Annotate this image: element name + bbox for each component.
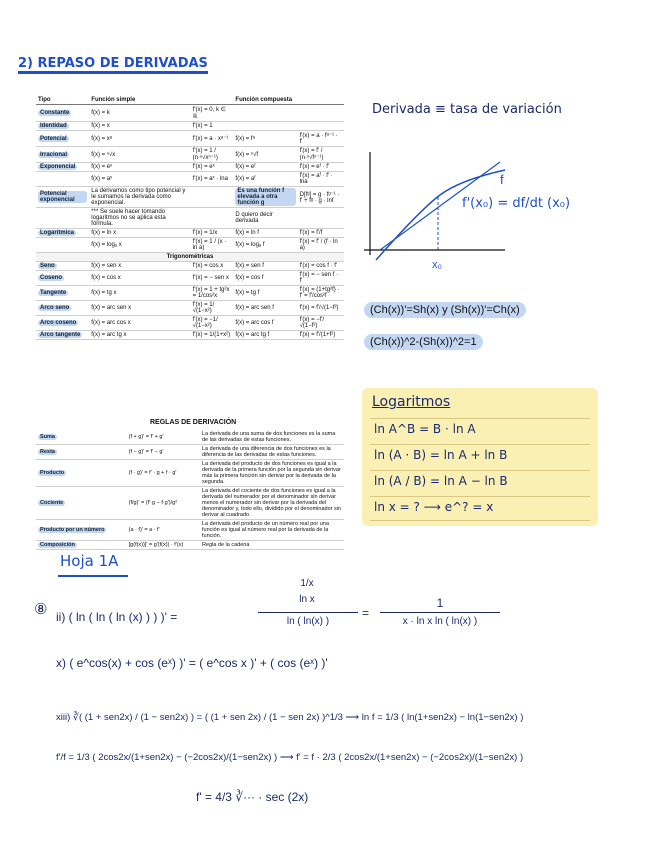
cell-c2 xyxy=(298,147,344,163)
section-title xyxy=(18,56,208,74)
cell-text: f'(x) = f'/f xyxy=(299,230,323,236)
rule-formula xyxy=(127,487,200,520)
cell-c1 xyxy=(233,286,297,301)
cell-s2 xyxy=(191,262,234,271)
cell-text: f'(x) = 1/√(1−x²) xyxy=(192,302,215,314)
cell-text: f(x) = eᶠ xyxy=(235,164,256,170)
table-row xyxy=(36,172,344,187)
cell-text: f(x) = ln f xyxy=(235,230,259,236)
rule-formula xyxy=(127,445,200,460)
cell-text: D[fᵍ] = g · fᵍ⁻¹ · f' + fᵍ · g · lnf xyxy=(299,191,340,204)
col-tipo: Tipo xyxy=(36,96,89,105)
cell-text: f(x) = aᶠ xyxy=(235,176,256,182)
ex-ii-rhs-num: 1 xyxy=(436,596,444,610)
rule-name-text: Producto por un número xyxy=(40,527,105,533)
cell-c2 xyxy=(298,208,344,229)
cell-c1 xyxy=(233,238,297,253)
table-row xyxy=(36,208,344,229)
rule-desc-text: La derivada del cociente de dos funciones es igual a la derivada del numerador por el denominador sin derivar menos el numerador sin derivar por la derivada del denominador y, todo ello, dividido por el denominador sin derivar al cuadrado. xyxy=(202,488,342,518)
rule-row xyxy=(36,430,344,445)
cell-c2 xyxy=(298,229,344,238)
col-compuesta: Función compuesta xyxy=(233,96,344,105)
cell-tipo xyxy=(36,131,89,147)
cell-c1 xyxy=(233,163,297,172)
logarithms-note xyxy=(362,388,598,526)
cell-text: Seno xyxy=(40,263,55,269)
cell-s2 xyxy=(191,163,234,172)
ex-ii-frac-den: ln ( ln(x) ) xyxy=(286,616,330,627)
rule-formula xyxy=(127,520,200,541)
table-row xyxy=(36,271,344,286)
cell-c1 xyxy=(233,172,297,187)
rule-desc-text: Regla de la cadena xyxy=(202,542,250,548)
table-row xyxy=(36,163,344,172)
table-row xyxy=(36,147,344,163)
rule-name xyxy=(36,541,127,550)
cell-c2 xyxy=(298,262,344,271)
hyperbolic-identity: (Ch(x))^2-(Sh(x))^2=1 xyxy=(364,334,483,350)
hyperbolic-derivatives: (Ch(x))'=Sh(x) y (Sh(x))'=Ch(x) xyxy=(364,302,526,318)
ex-ii-frac-num: 1/x xyxy=(300,578,314,589)
cell-tipo xyxy=(36,163,89,172)
log-rule: ln (A · B) = ln A + ln B xyxy=(374,448,508,462)
cell-c2 xyxy=(298,316,344,331)
cell-text: f(x) = ln x xyxy=(91,230,117,236)
cell-s2 xyxy=(191,122,234,131)
cell-text: f'(x) = 1/x xyxy=(192,230,218,236)
cell-text: Arco seno xyxy=(40,305,70,311)
cell-s1 xyxy=(89,105,190,122)
cell-text: f'(x) = −1/√(1−x²) xyxy=(192,317,218,329)
cell-s2 xyxy=(191,271,234,286)
rule-row xyxy=(36,487,344,520)
cell-text: f'(x) = 1 / (x · ln a) xyxy=(192,239,227,251)
rule-name-text: Cociente xyxy=(40,500,64,506)
cell-text: f(x) = eˣ xyxy=(91,164,113,170)
derivative-formula: f'(x₀) = df/dt (x₀) xyxy=(462,196,571,211)
exercise-ii: ii) ( ln ( ln ( ln (x) ) ) )' = xyxy=(56,610,178,624)
item-number: ⑧ xyxy=(34,601,48,618)
cell-text: Identidad xyxy=(40,123,67,129)
cell-c1 xyxy=(233,147,297,163)
cell-text: f(x) = sen x xyxy=(91,263,122,269)
cell-s1 xyxy=(89,316,190,331)
cell-tipo xyxy=(36,262,89,271)
cell-text: f(x) = fᵃ xyxy=(235,135,255,142)
table-row xyxy=(36,262,344,271)
ex-ii-rhs-bar xyxy=(380,612,500,613)
table-row xyxy=(36,238,344,253)
cell-text: f'(x) = 1 xyxy=(192,123,213,129)
cell-c2 xyxy=(298,131,344,147)
cell-text: Irracional xyxy=(40,151,68,158)
cell-tipo xyxy=(36,105,89,122)
cell-c2 xyxy=(298,105,344,122)
cell-text: Potencial xyxy=(40,135,67,142)
cell-text: f(x) = arc sen f xyxy=(235,305,274,311)
cell-c1 xyxy=(233,122,297,131)
cell-text: f(x) = k xyxy=(91,110,110,116)
table-row xyxy=(36,187,344,208)
cell-tipo xyxy=(36,122,89,131)
cell-text: Tangente xyxy=(40,290,67,296)
exercise-x: x) ( e^cos(x) + cos (eˣ) )' = ( e^cos x )' + ( cos (eˣ) )' xyxy=(56,656,328,670)
cell-text: f(x) = cos f xyxy=(235,275,264,281)
rule-name-text: Resta xyxy=(40,449,55,455)
cell-s2 xyxy=(191,301,234,316)
cell-text: f(x) = logₐ f xyxy=(235,242,265,248)
rule-formula-text: (a · f)' = a · f' xyxy=(128,527,160,533)
cell-s1 xyxy=(89,331,190,340)
table-row xyxy=(36,131,344,147)
cell-c1 xyxy=(233,208,297,229)
cell-c2 xyxy=(298,187,344,208)
cell-c2 xyxy=(298,172,344,187)
cell-tipo xyxy=(36,172,89,187)
cell-s2 xyxy=(191,187,234,208)
rule-row xyxy=(36,445,344,460)
cell-text: f'(x) = 1 + tg²x = 1/cos²x xyxy=(192,287,230,299)
cell-text: f'(x) = 1/(1+x²) xyxy=(192,332,231,338)
rule-desc-text: La derivada del producto de dos funciones es igual a la derivada de la primera función por la segunda sin derivar más la primera función sin derivar por la derivada de la segunda. xyxy=(202,461,341,485)
cell-c1 xyxy=(233,131,297,147)
cell-tipo xyxy=(36,238,89,253)
x0-label: x₀ xyxy=(432,259,443,270)
rule-desc xyxy=(200,541,344,550)
rule-formula-text: (f + g)' = f' + g' xyxy=(128,434,164,440)
rule-name xyxy=(36,487,127,520)
cell-text: f'(x) = eᶠ · f' xyxy=(299,164,330,170)
cell-s2 xyxy=(191,238,234,253)
cell-text: f(x) = ⁿ√x xyxy=(91,151,116,158)
cell-tipo xyxy=(36,331,89,340)
table-row xyxy=(36,105,344,122)
cell-s1 xyxy=(89,286,190,301)
cell-s2 xyxy=(191,147,234,163)
cell-text: f(x) = arc tg x xyxy=(91,332,127,338)
cell-s1 xyxy=(89,238,190,253)
cell-s2 xyxy=(191,229,234,238)
logarithms-title: Logaritmos xyxy=(372,394,451,410)
cell-text: f(x) = ⁿ√f xyxy=(235,151,259,158)
log-rule: ln A^B = B · ln A xyxy=(374,422,476,436)
cell-c2 xyxy=(298,301,344,316)
cell-text: f(x) = arc cos x xyxy=(91,320,131,326)
sheet-title-underline xyxy=(58,575,128,577)
cell-s1 xyxy=(89,187,190,208)
section-title-text: 2) REPASO DE DERIVADAS xyxy=(18,56,208,74)
rules-table xyxy=(36,430,344,550)
cell-text: f'(x) = f'/√(1−f²) xyxy=(299,305,339,311)
cell-text: f'(x) = a · xᵃ⁻¹ xyxy=(192,136,229,142)
rule-formula xyxy=(127,430,200,445)
cell-c2 xyxy=(298,163,344,172)
derivative-definition: Derivada ≡ tasa de variación xyxy=(372,102,562,117)
cell-s2 xyxy=(191,172,234,187)
rule-name xyxy=(36,520,127,541)
rule-formula-text: (f · g)' = f' · g + f · g' xyxy=(128,470,177,476)
cell-c2 xyxy=(298,286,344,301)
cell-s2 xyxy=(191,208,234,229)
table-header-row xyxy=(36,96,344,105)
cell-s1 xyxy=(89,271,190,286)
cell-text: f'(x) = −f'/√(1−f²) xyxy=(299,317,325,329)
rule-desc xyxy=(200,430,344,445)
cell-tipo xyxy=(36,286,89,301)
cell-text: f'(x) = 0, k ∈ ℝ xyxy=(192,107,226,120)
curve-f xyxy=(376,170,505,260)
cell-tipo xyxy=(36,301,89,316)
cell-s1 xyxy=(89,131,190,147)
ex-ii-rhs-den: x · ln x ln ( ln(x) ) xyxy=(402,616,478,627)
cell-s2 xyxy=(191,286,234,301)
trig-label: Trigonométricas xyxy=(36,253,344,262)
table-row xyxy=(36,301,344,316)
cell-s1 xyxy=(89,301,190,316)
cell-text: f'(x) = cos f · f' xyxy=(299,263,338,269)
cell-text: Arco coseno xyxy=(40,320,77,326)
cell-text: f(x) = arc cos f xyxy=(235,320,274,326)
cell-text: f(x) = xᵃ xyxy=(91,135,113,142)
cell-text: La derivamos como tipo potencial y le sumamos la derivada como exponencial. xyxy=(91,188,186,206)
cell-tipo xyxy=(36,187,89,208)
cell-text: f'(x) = − sen x xyxy=(192,275,229,281)
cell-text: f'(x) = f' / (f · ln a) xyxy=(299,239,338,251)
cell-s2 xyxy=(191,105,234,122)
cell-s2 xyxy=(191,316,234,331)
cell-text: Es una función f elevada a otra función g xyxy=(235,188,295,206)
cell-c2 xyxy=(298,271,344,286)
cell-text: Arco tangente xyxy=(40,332,81,338)
cell-c2 xyxy=(298,238,344,253)
cell-c1 xyxy=(233,105,297,122)
cell-c1 xyxy=(233,271,297,286)
cell-text: f'(x) = f' / (n·ⁿ√fⁿ⁻¹) xyxy=(299,148,324,161)
rule-formula-text: [g(f(x))]' = g'(f(x)) · f'(x) xyxy=(128,542,184,548)
table-row xyxy=(36,229,344,238)
sheet-title: Hoja 1A xyxy=(60,552,119,570)
log-rule: ln (A / B) = ln A − ln B xyxy=(374,474,508,488)
col-simple: Función simple xyxy=(89,96,233,105)
curve-label: f xyxy=(500,172,504,187)
ex-ii-fraction-bar xyxy=(258,612,358,613)
exercise-xiii-result: f' = 4/3 ∛··· · sec (2x) xyxy=(196,790,309,804)
cell-s1 xyxy=(89,122,190,131)
rule-formula-text: (f/g)' = (f'·g − f·g')/g² xyxy=(128,500,178,506)
rule-desc-text: La derivada de una suma de dos funciones es la suma de las derivadas de estas funciones. xyxy=(202,431,336,443)
rule-desc xyxy=(200,520,344,541)
cell-tipo xyxy=(36,147,89,163)
cell-text: Coseno xyxy=(40,275,63,281)
rule-desc xyxy=(200,487,344,520)
cell-tipo xyxy=(36,316,89,331)
exercise-xiii: xiii) ∛( (1 + sen2x) / (1 − sen2x) ) = ( (1 + sen 2x) / (1 − sen 2x) )^1/3 ⟶ ln f = 1/3 ( ln(1+sen2x) − ln(1−sen2x) ) xyxy=(56,712,524,723)
rule-row xyxy=(36,460,344,487)
cell-text: Logarítmica xyxy=(40,230,75,236)
rule-formula xyxy=(127,460,200,487)
rule-desc-text: La derivada del producto de un número real por una función es igual al número real por la derivada de la función. xyxy=(202,521,329,539)
cell-text: f(x) = tg x xyxy=(91,290,117,296)
derivatives-table xyxy=(36,96,344,340)
rule-name xyxy=(36,430,127,445)
cell-text: f'(x) = f'/(1+f²) xyxy=(299,332,336,338)
table-row xyxy=(36,331,344,340)
cell-s1 xyxy=(89,229,190,238)
cell-text: f'(x) = cos x xyxy=(192,263,224,269)
cell-text: f(x) = sen f xyxy=(235,263,264,269)
cell-text: f(x) = arc tg f xyxy=(235,332,270,338)
cell-text: f'(x) = 1 / (n·ⁿ√xⁿ⁻¹) xyxy=(192,148,218,161)
cell-c1 xyxy=(233,316,297,331)
cell-text: f(x) = x xyxy=(91,123,110,129)
cell-tipo xyxy=(36,208,89,229)
cell-tipo xyxy=(36,229,89,238)
rule-desc xyxy=(200,460,344,487)
table-row xyxy=(36,286,344,301)
cell-tipo xyxy=(36,271,89,286)
ex-ii-frac-top: ln x xyxy=(299,594,315,605)
cell-text: Constante xyxy=(40,110,70,116)
log-rule: ln x = ? ⟶ e^? = x xyxy=(374,500,494,514)
cell-text: D quiero decir derivada xyxy=(235,212,273,224)
rule-formula-text: (f − g)' = f' − g' xyxy=(128,449,164,455)
cell-text: f(x) = logₐ x xyxy=(91,242,122,248)
cell-c1 xyxy=(233,301,297,316)
cell-text: f'(x) = aˣ · lna xyxy=(192,176,228,182)
cell-c1 xyxy=(233,262,297,271)
cell-text: Exponencial xyxy=(40,164,76,170)
cell-text: f(x) = arc sen x xyxy=(91,305,132,311)
rule-name-text: Composición xyxy=(40,542,75,548)
cell-s2 xyxy=(191,131,234,147)
cell-text: f'(x) = aᶠ · f' · lna xyxy=(299,173,333,185)
cell-c2 xyxy=(298,331,344,340)
table-row xyxy=(36,122,344,131)
rule-row xyxy=(36,541,344,550)
rule-name xyxy=(36,460,127,487)
cell-c1 xyxy=(233,229,297,238)
cell-text: f(x) = cos x xyxy=(91,275,121,281)
cell-text: f'(x) = a · fᵃ⁻¹ · f' xyxy=(299,133,338,145)
cell-text: Potencial exponencial xyxy=(38,191,87,203)
cell-s1 xyxy=(89,262,190,271)
cell-text: *** Se suele hacer tomando logaritmos no se aplica esta fórmula. xyxy=(91,209,166,227)
exercise-xiii-derivative: f'/f = 1/3 ( 2cos2x/(1+sen2x) − (−2cos2x)/(1−sen2x) ) ⟶ f' = f · 2/3 ( 2cos2x/(1+sen2x) − (−2cos2x)/(1−sen2x) ) xyxy=(56,752,524,763)
rule-desc-text: La derivada de una diferencia de dos funciones es la diferencia de las derivadas de estas funciones. xyxy=(202,446,331,458)
cell-text: f(x) = tg f xyxy=(235,290,260,296)
trig-subheader xyxy=(36,253,344,262)
cell-s1 xyxy=(89,163,190,172)
cell-s1 xyxy=(89,208,190,229)
cell-text: f'(x) = − sen f · f' xyxy=(299,272,339,284)
table-row xyxy=(36,316,344,331)
rules-title: REGLAS DE DERIVACIÓN xyxy=(150,419,237,426)
cell-text: f'(x) = eˣ xyxy=(192,164,215,170)
cell-c1 xyxy=(233,187,297,208)
cell-s1 xyxy=(89,147,190,163)
cell-s1 xyxy=(89,172,190,187)
cell-s2 xyxy=(191,331,234,340)
rule-row xyxy=(36,520,344,541)
cell-c1 xyxy=(233,331,297,340)
ex-ii-equals: = xyxy=(362,606,370,620)
rule-desc xyxy=(200,445,344,460)
rule-name xyxy=(36,445,127,460)
cell-c2 xyxy=(298,122,344,131)
cell-text: f(x) = aˣ xyxy=(91,176,113,182)
rule-name-text: Producto xyxy=(40,470,65,476)
cell-text: f'(x) = (1+tg²f) · f' = f'/cos²f xyxy=(299,287,340,299)
rule-formula xyxy=(127,541,200,550)
rule-name-text: Suma xyxy=(40,434,55,440)
